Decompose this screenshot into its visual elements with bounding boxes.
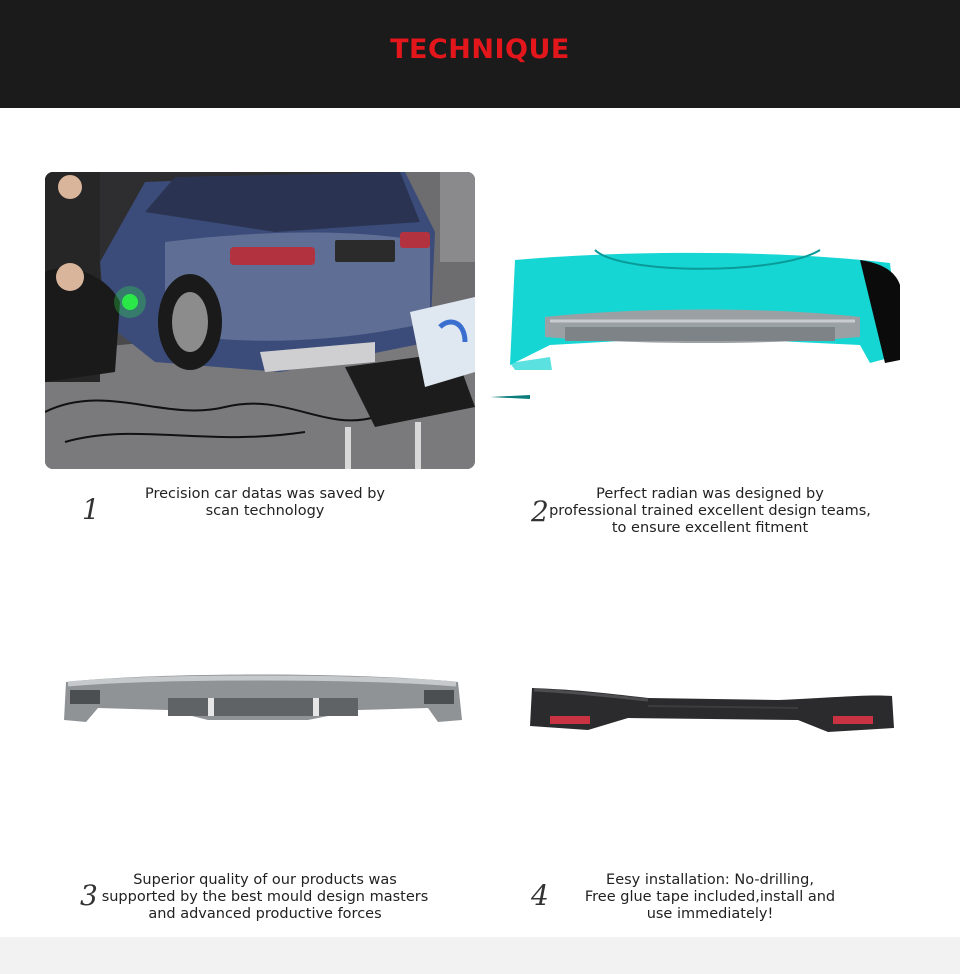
footer-bar bbox=[0, 937, 960, 974]
step-3-number: 3 bbox=[80, 879, 98, 912]
page-title: TECHNIQUE bbox=[390, 34, 570, 65]
step-1-line-1: Precision car datas was saved by bbox=[144, 486, 385, 502]
step-1-line-2: scan technology bbox=[205, 503, 325, 519]
step-3-line-3: and advanced productive forces bbox=[148, 906, 382, 922]
step-4-caption bbox=[560, 872, 860, 923]
step-1-caption bbox=[100, 486, 430, 520]
step-2-caption bbox=[545, 486, 875, 537]
header-bar bbox=[0, 0, 960, 108]
step-4-number: 4 bbox=[531, 879, 549, 912]
step-3-line-1: Superior quality of our products was bbox=[133, 872, 397, 888]
step-4-line-3: use immediately! bbox=[646, 906, 774, 922]
step-2-line-2: professional trained excellent design teams, bbox=[549, 503, 871, 519]
scan-render-image bbox=[490, 245, 905, 405]
step-2-line-3: to ensure excellent fitment bbox=[611, 520, 809, 536]
step-1-number: 1 bbox=[82, 493, 100, 526]
step-3-line-2: supported by the best mould design masters bbox=[101, 889, 429, 905]
step-2-line-1: Perfect radian was designed by bbox=[596, 486, 824, 502]
scan-photo bbox=[45, 172, 475, 469]
step-4-line-2: Free glue tape included,install and bbox=[584, 889, 836, 905]
grey-diffuser-image bbox=[58, 672, 466, 734]
carbon-diffuser-image bbox=[528, 682, 895, 738]
step-3-caption bbox=[95, 872, 435, 923]
step-2-number: 2 bbox=[531, 495, 549, 528]
step-4-line-1: Eesy installation: No-drilling, bbox=[606, 872, 814, 888]
